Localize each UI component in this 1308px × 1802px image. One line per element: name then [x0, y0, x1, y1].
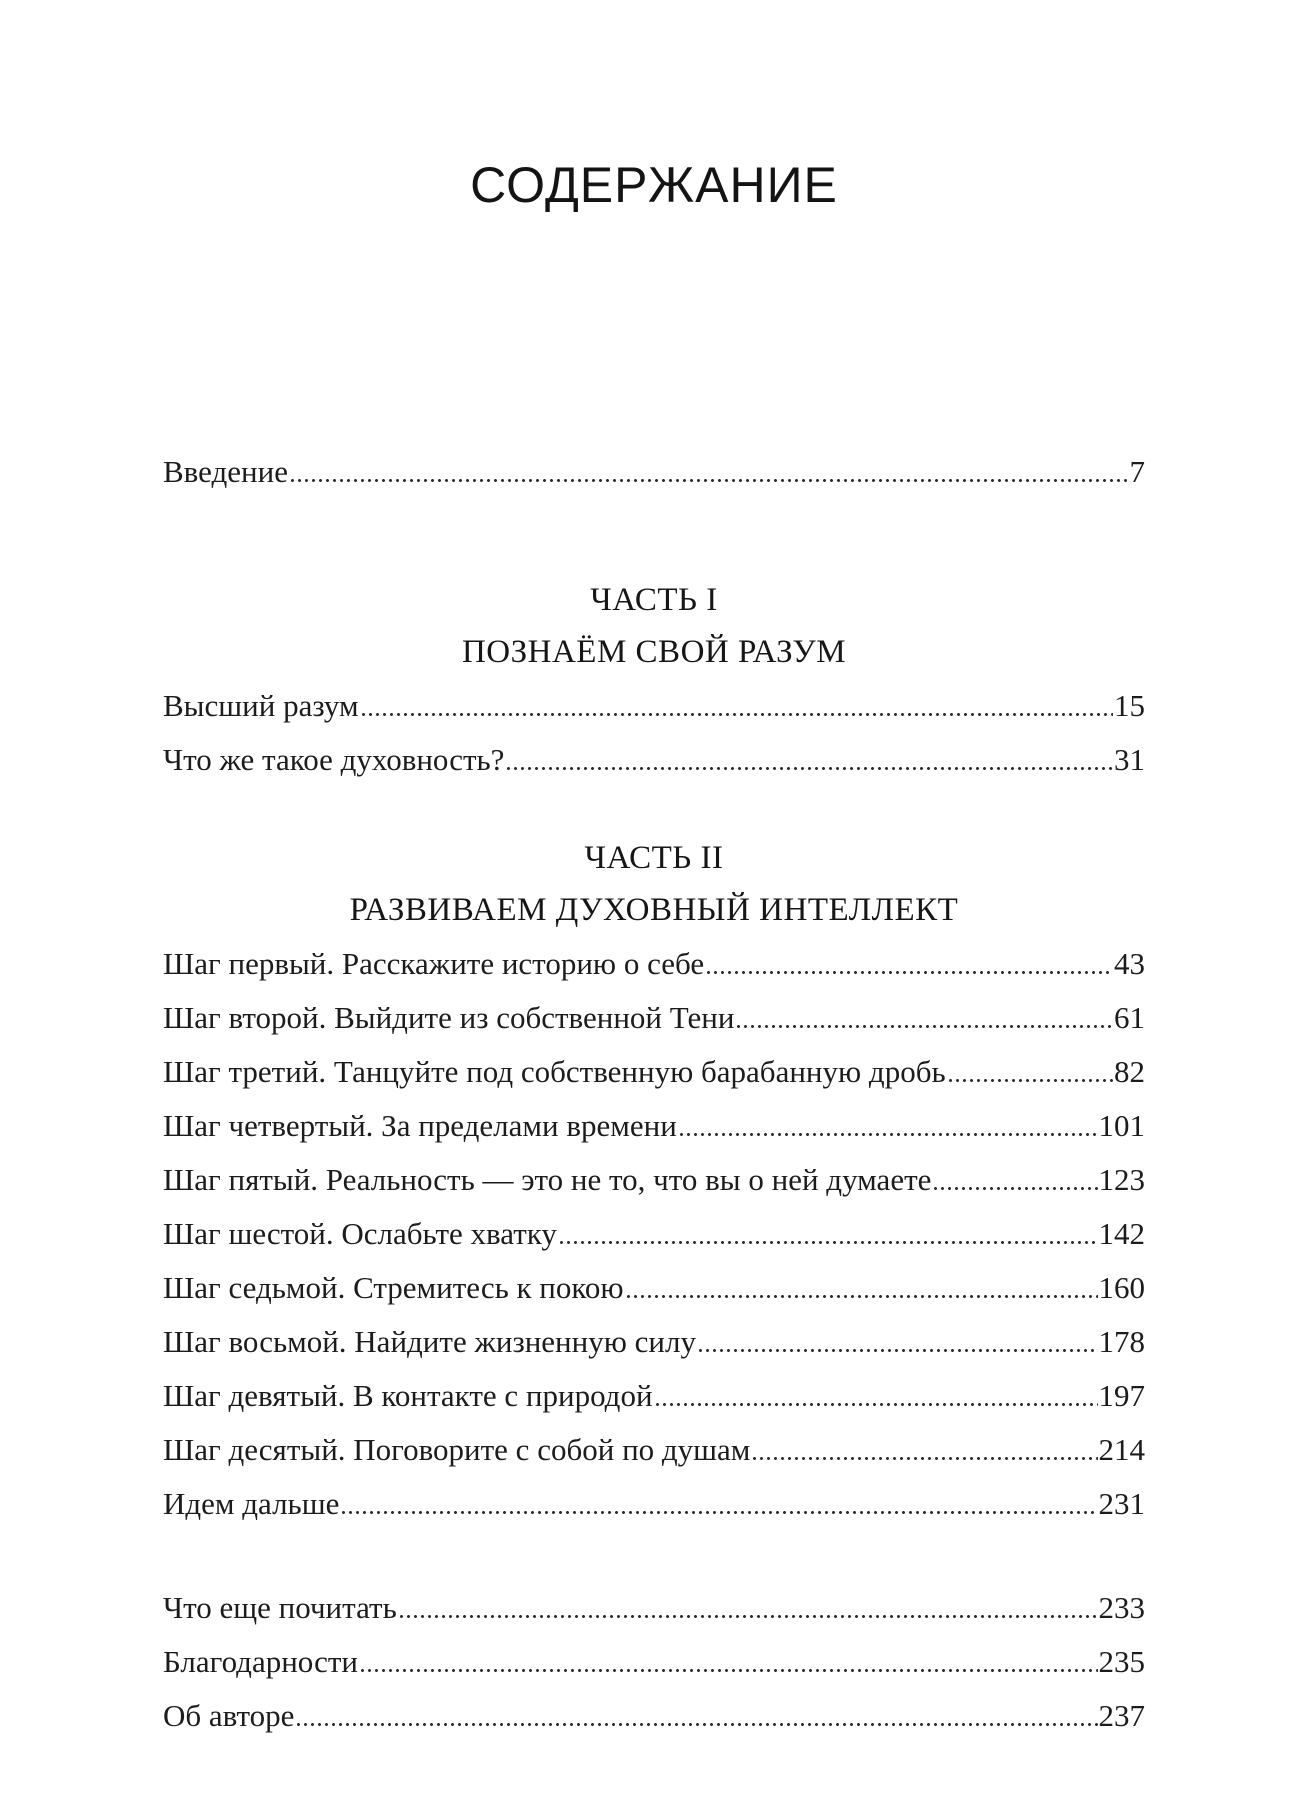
toc-entry-page: 237 [1098, 1698, 1145, 1733]
dotted-leader [362, 713, 1113, 716]
toc-entry-label: Идем дальше [163, 1486, 340, 1521]
toc-entry-page: 178 [1098, 1324, 1145, 1359]
dotted-leader [291, 479, 1129, 482]
toc-entry-page: 43 [1114, 946, 1145, 981]
toc-entry-page: 61 [1114, 1000, 1145, 1035]
part2-heading [163, 832, 1145, 936]
dotted-leader [737, 1025, 1113, 1028]
toc-entry-label: Что еще почитать [163, 1590, 397, 1625]
dotted-leader [699, 1349, 1098, 1352]
toc-entry [163, 1378, 1145, 1432]
page-title: СОДЕРЖАНИЕ [470, 157, 838, 213]
part1-heading-line1: ЧАСТЬ I [590, 582, 718, 618]
toc-entry-page: 82 [1114, 1054, 1145, 1089]
toc-entry-page: 7 [1129, 454, 1145, 489]
toc-entry-page: 31 [1114, 742, 1145, 777]
toc-entry-label: Шаг восьмой. Найдите жизненную силу [163, 1324, 696, 1359]
dotted-leader [680, 1133, 1098, 1136]
dotted-leader [507, 767, 1113, 770]
toc-entry [163, 742, 1145, 796]
toc-entry [163, 1000, 1145, 1054]
dotted-leader [707, 971, 1113, 974]
toc-entry-label: Благодарности [163, 1644, 358, 1679]
toc-entry [163, 1590, 1145, 1644]
toc-entry-page: 197 [1098, 1378, 1145, 1413]
toc-entry-label: Шаг девятый. В контакте с природой [163, 1378, 653, 1413]
part1-entries [163, 688, 1145, 796]
dotted-leader [934, 1187, 1097, 1190]
toc-entry [163, 1108, 1145, 1162]
toc-entry [163, 1432, 1145, 1486]
toc-entry [163, 688, 1145, 742]
toc-entry-label: Шаг третий. Танцуйте под собственную барабанную дробь [163, 1054, 946, 1089]
dotted-leader [656, 1403, 1098, 1406]
dotted-leader [342, 1511, 1097, 1514]
toc-entry [163, 1270, 1145, 1324]
toc-entry-label: Об авторе [163, 1698, 295, 1733]
toc-entry [163, 1486, 1145, 1540]
toc-entry [163, 946, 1145, 1000]
toc-entry-page: 235 [1098, 1644, 1145, 1679]
toc-entry-page: 101 [1098, 1108, 1145, 1143]
toc-entry-label: Шаг шестой. Ослабьте хватку [163, 1216, 557, 1251]
part1-heading-line2: ПОЗНАЁМ СВОЙ РАЗУМ [461, 634, 847, 670]
part2-heading-line2: РАЗВИВАЕМ ДУХОВНЫЙ ИНТЕЛЛЕКТ [349, 892, 959, 928]
toc-front-section [163, 454, 1145, 508]
dotted-leader [400, 1615, 1098, 1618]
toc-entry-label: Шаг четвертый. За пределами времени [163, 1108, 677, 1143]
toc-entry [163, 1054, 1145, 1108]
toc-back-section [163, 1590, 1145, 1752]
dotted-leader [753, 1457, 1097, 1460]
toc-entry-page: 142 [1098, 1216, 1145, 1251]
toc-entry-label: Шаг второй. Выйдите из собственной Тени [163, 1000, 735, 1035]
part1-heading [163, 574, 1145, 678]
toc-entry-label: Шаг десятый. Поговорите с собой по душам [163, 1432, 751, 1467]
dotted-leader [361, 1669, 1098, 1672]
toc-entry-page: 231 [1098, 1486, 1145, 1521]
toc-entry [163, 1162, 1145, 1216]
toc-entry-label: Шаг пятый. Реальность — это не то, что вы о ней думаете [163, 1162, 932, 1197]
toc-entry [163, 1216, 1145, 1270]
toc-entry-label: Шаг седьмой. Стремитесь к покою [163, 1270, 624, 1305]
toc-entry-label: Шаг первый. Расскажите историю о себе [163, 946, 705, 981]
toc-entry-label: Высший разум [163, 688, 359, 723]
toc-entry [163, 1698, 1145, 1752]
dotted-leader [949, 1079, 1113, 1082]
toc-entry-label: Что же такое духовность? [163, 742, 505, 777]
toc-content [0, 157, 1308, 1752]
toc-entry-page: 214 [1098, 1432, 1145, 1467]
dotted-leader [627, 1295, 1098, 1298]
toc-entry [163, 1324, 1145, 1378]
toc-entry-page: 160 [1098, 1270, 1145, 1305]
toc-entry-page: 123 [1098, 1162, 1145, 1197]
toc-entry-page: 15 [1114, 688, 1145, 723]
part2-heading-line1: ЧАСТЬ II [584, 840, 724, 876]
toc-entry [163, 454, 1145, 508]
dotted-leader [560, 1241, 1098, 1244]
toc-entry-label: Введение [163, 454, 288, 489]
toc-entry [163, 1644, 1145, 1698]
dotted-leader [297, 1723, 1097, 1726]
part2-entries [163, 946, 1145, 1540]
toc-entry-page: 233 [1098, 1590, 1145, 1625]
